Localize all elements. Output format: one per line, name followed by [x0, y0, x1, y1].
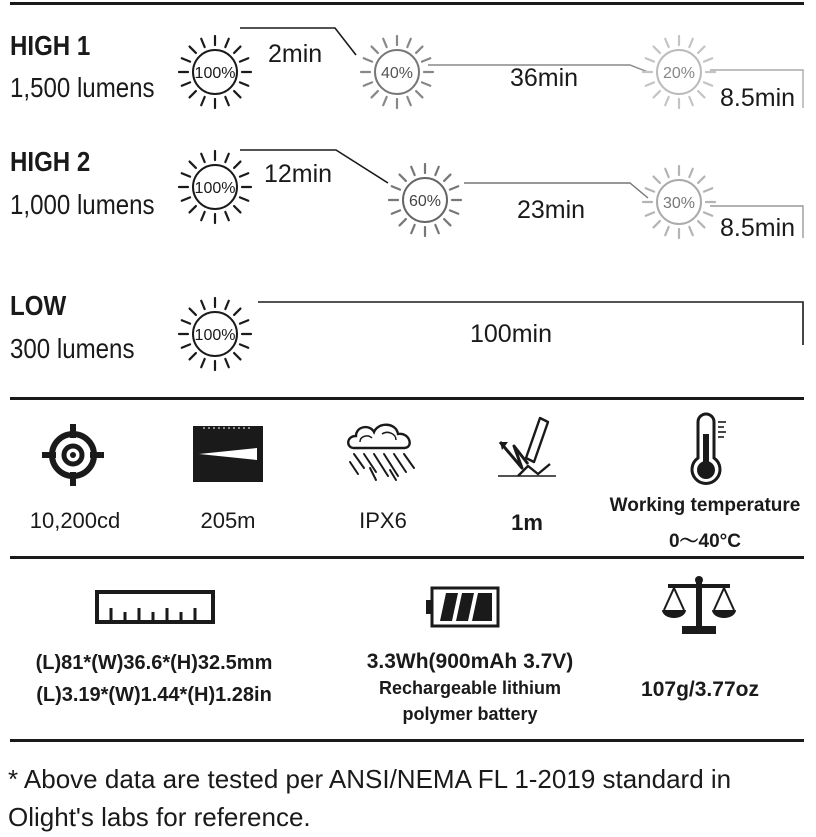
weight: 107g/3.77oz: [641, 678, 759, 701]
battery-type-line-2: polymer battery: [402, 704, 538, 724]
thermometer-icon: [684, 412, 730, 488]
mode-lumens-high-1: 1,500 lumens: [10, 72, 155, 103]
duration-low: 100min: [470, 320, 552, 348]
mode-lumens-low: 300 lumens: [10, 333, 135, 364]
spec-impact-resistance: 1m: [511, 510, 543, 535]
svg-text:60%: 60%: [408, 193, 442, 210]
sun-icon: [173, 30, 257, 114]
svg-text:40%: 40%: [380, 65, 414, 82]
mode-lumens-high-2: 1,000 lumens: [10, 189, 155, 220]
sun-icon: [637, 30, 721, 114]
sun-icon: [173, 145, 257, 229]
mode-name-low: LOW: [10, 290, 67, 321]
spec-beam-distance: 205m: [200, 508, 256, 533]
duration-high-2-stage-3: 8.5min: [720, 214, 796, 242]
sun-icon: [637, 160, 721, 244]
battery-type-line-1: Rechargeable lithium: [378, 678, 562, 698]
scale-icon: [660, 574, 738, 638]
impact-drop-icon: [494, 416, 560, 482]
duration-high-2-stage-1: 12min: [264, 160, 333, 188]
mode-name-high-1: HIGH 1: [10, 30, 91, 61]
spec-intensity: 10,200cd: [29, 508, 121, 533]
battery-capacity: 3.3Wh(900mAh 3.7V): [366, 650, 574, 673]
section-divider: [10, 739, 804, 742]
sun-icon: [383, 158, 467, 242]
svg-text:100%: 100%: [194, 180, 236, 197]
target-icon: [40, 422, 106, 488]
footnote: * Above data are tested per ANSI/NEMA FL 1-2019 standard in Olight's labs for reference.: [8, 764, 732, 832]
section-divider: [10, 397, 804, 400]
beam-distance-icon: [193, 426, 263, 482]
svg-text:100%: 100%: [194, 65, 236, 82]
dimensions-in: (L)3.19*(W)1.44*(H)1.28in: [36, 684, 272, 706]
section-divider: [10, 556, 804, 559]
spec-temperature-range: 0～40°C: [668, 531, 742, 552]
mode-name-high-2: HIGH 2: [10, 146, 91, 177]
spec-water-resistance: IPX6: [359, 508, 407, 533]
spec-temperature-label: Working temperature: [609, 495, 801, 516]
battery-icon: [424, 586, 502, 628]
duration-high-1-stage-1: 2min: [268, 40, 323, 68]
rain-icon: [344, 420, 422, 484]
sun-icon: [355, 30, 439, 114]
duration-high-1-stage-2: 36min: [510, 64, 579, 92]
svg-text:100%: 100%: [194, 327, 236, 344]
duration-high-2-stage-2: 23min: [517, 196, 586, 224]
ruler-icon: [95, 590, 215, 624]
svg-text:20%: 20%: [662, 65, 696, 82]
svg-text:30%: 30%: [662, 195, 696, 212]
duration-high-1-stage-3: 8.5min: [720, 84, 796, 112]
sun-icon: [173, 292, 257, 376]
dimensions-mm: (L)81*(W)36.6*(H)32.5mm: [35, 652, 273, 674]
